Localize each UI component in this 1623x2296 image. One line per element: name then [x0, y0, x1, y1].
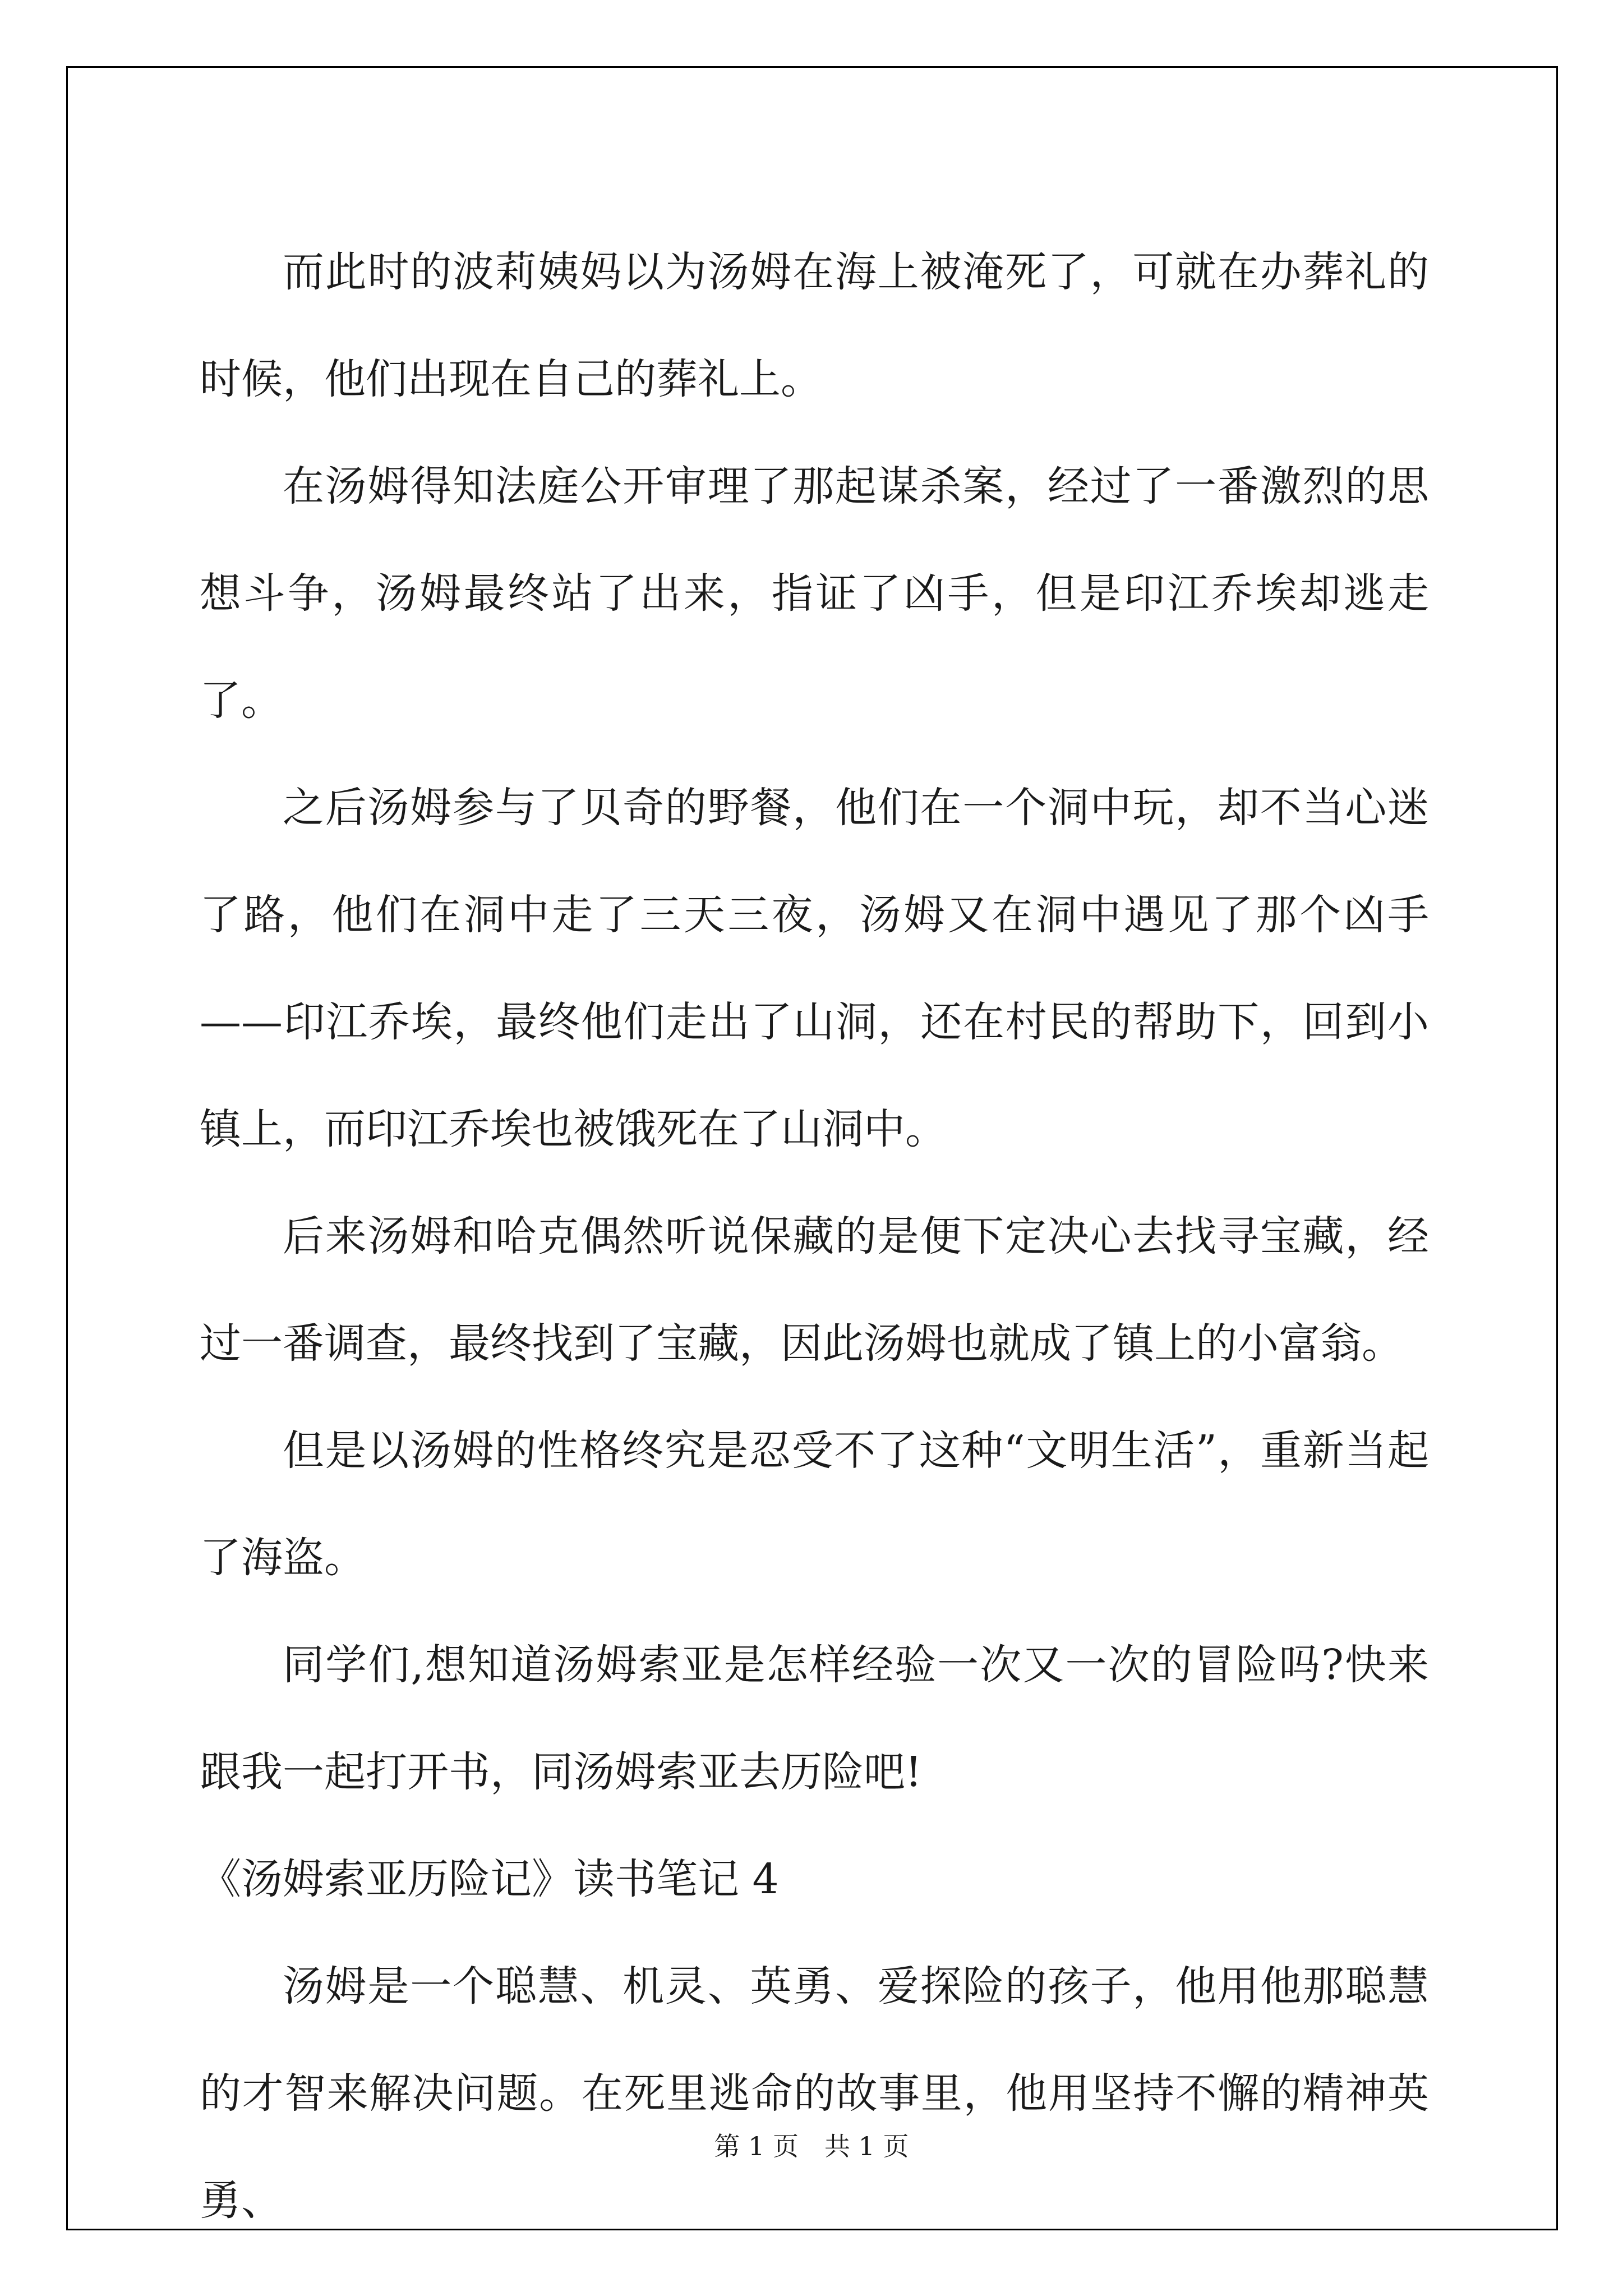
paragraph: 但是以汤姆的性格终究是忍受不了这种“文明生活”，重新当起了海盗。 — [200, 1427, 1429, 1582]
document-body — [200, 219, 1429, 2254]
paragraph: 后来汤姆和哈克偶然听说保藏的是便下定决心去找寻宝藏，经过一番调查，最终找到了宝藏，因此汤姆也就成了镇上的小富翁。 — [200, 1212, 1429, 1368]
page-count: 共 1 页 — [824, 2131, 909, 2161]
paragraph: 同学们,想知道汤姆索亚是怎样经验一次又一次的冒险吗?快来跟我一起打开书，同汤姆索亚去历险吧! — [200, 1641, 1429, 1796]
paragraph: 在汤姆得知法庭公开审理了那起谋杀案，经过了一番激烈的思想斗争，汤姆最终站了出来，指证了凶手，但是印江乔埃却逃走了。 — [200, 462, 1429, 725]
page-number: 第 1 页 — [714, 2131, 799, 2161]
section-heading: 《汤姆索亚历险记》读书笔记 4 — [200, 1855, 779, 1903]
paragraph: 之后汤姆参与了贝奇的野餐，他们在一个洞中玩，却不当心迷了路，他们在洞中走了三天三夜，汤姆又在洞中遇见了那个凶手——印江乔埃，最终他们走出了山洞，还在村民的帮助下，回到小镇上，而印江乔埃也被饿死在了山洞中。 — [200, 784, 1429, 1153]
paragraph: 而此时的波莉姨妈以为汤姆在海上被淹死了，可就在办葬礼的时候，他们出现在自己的葬礼上。 — [200, 248, 1429, 403]
paragraph: 汤姆是一个聪慧、机灵、英勇、爱探险的孩子，他用他那聪慧的才智来解决问题。在死里逃命的故事里，他用坚持不懈的精神英勇、 — [200, 1962, 1429, 2225]
page-footer — [0, 2129, 1623, 2163]
